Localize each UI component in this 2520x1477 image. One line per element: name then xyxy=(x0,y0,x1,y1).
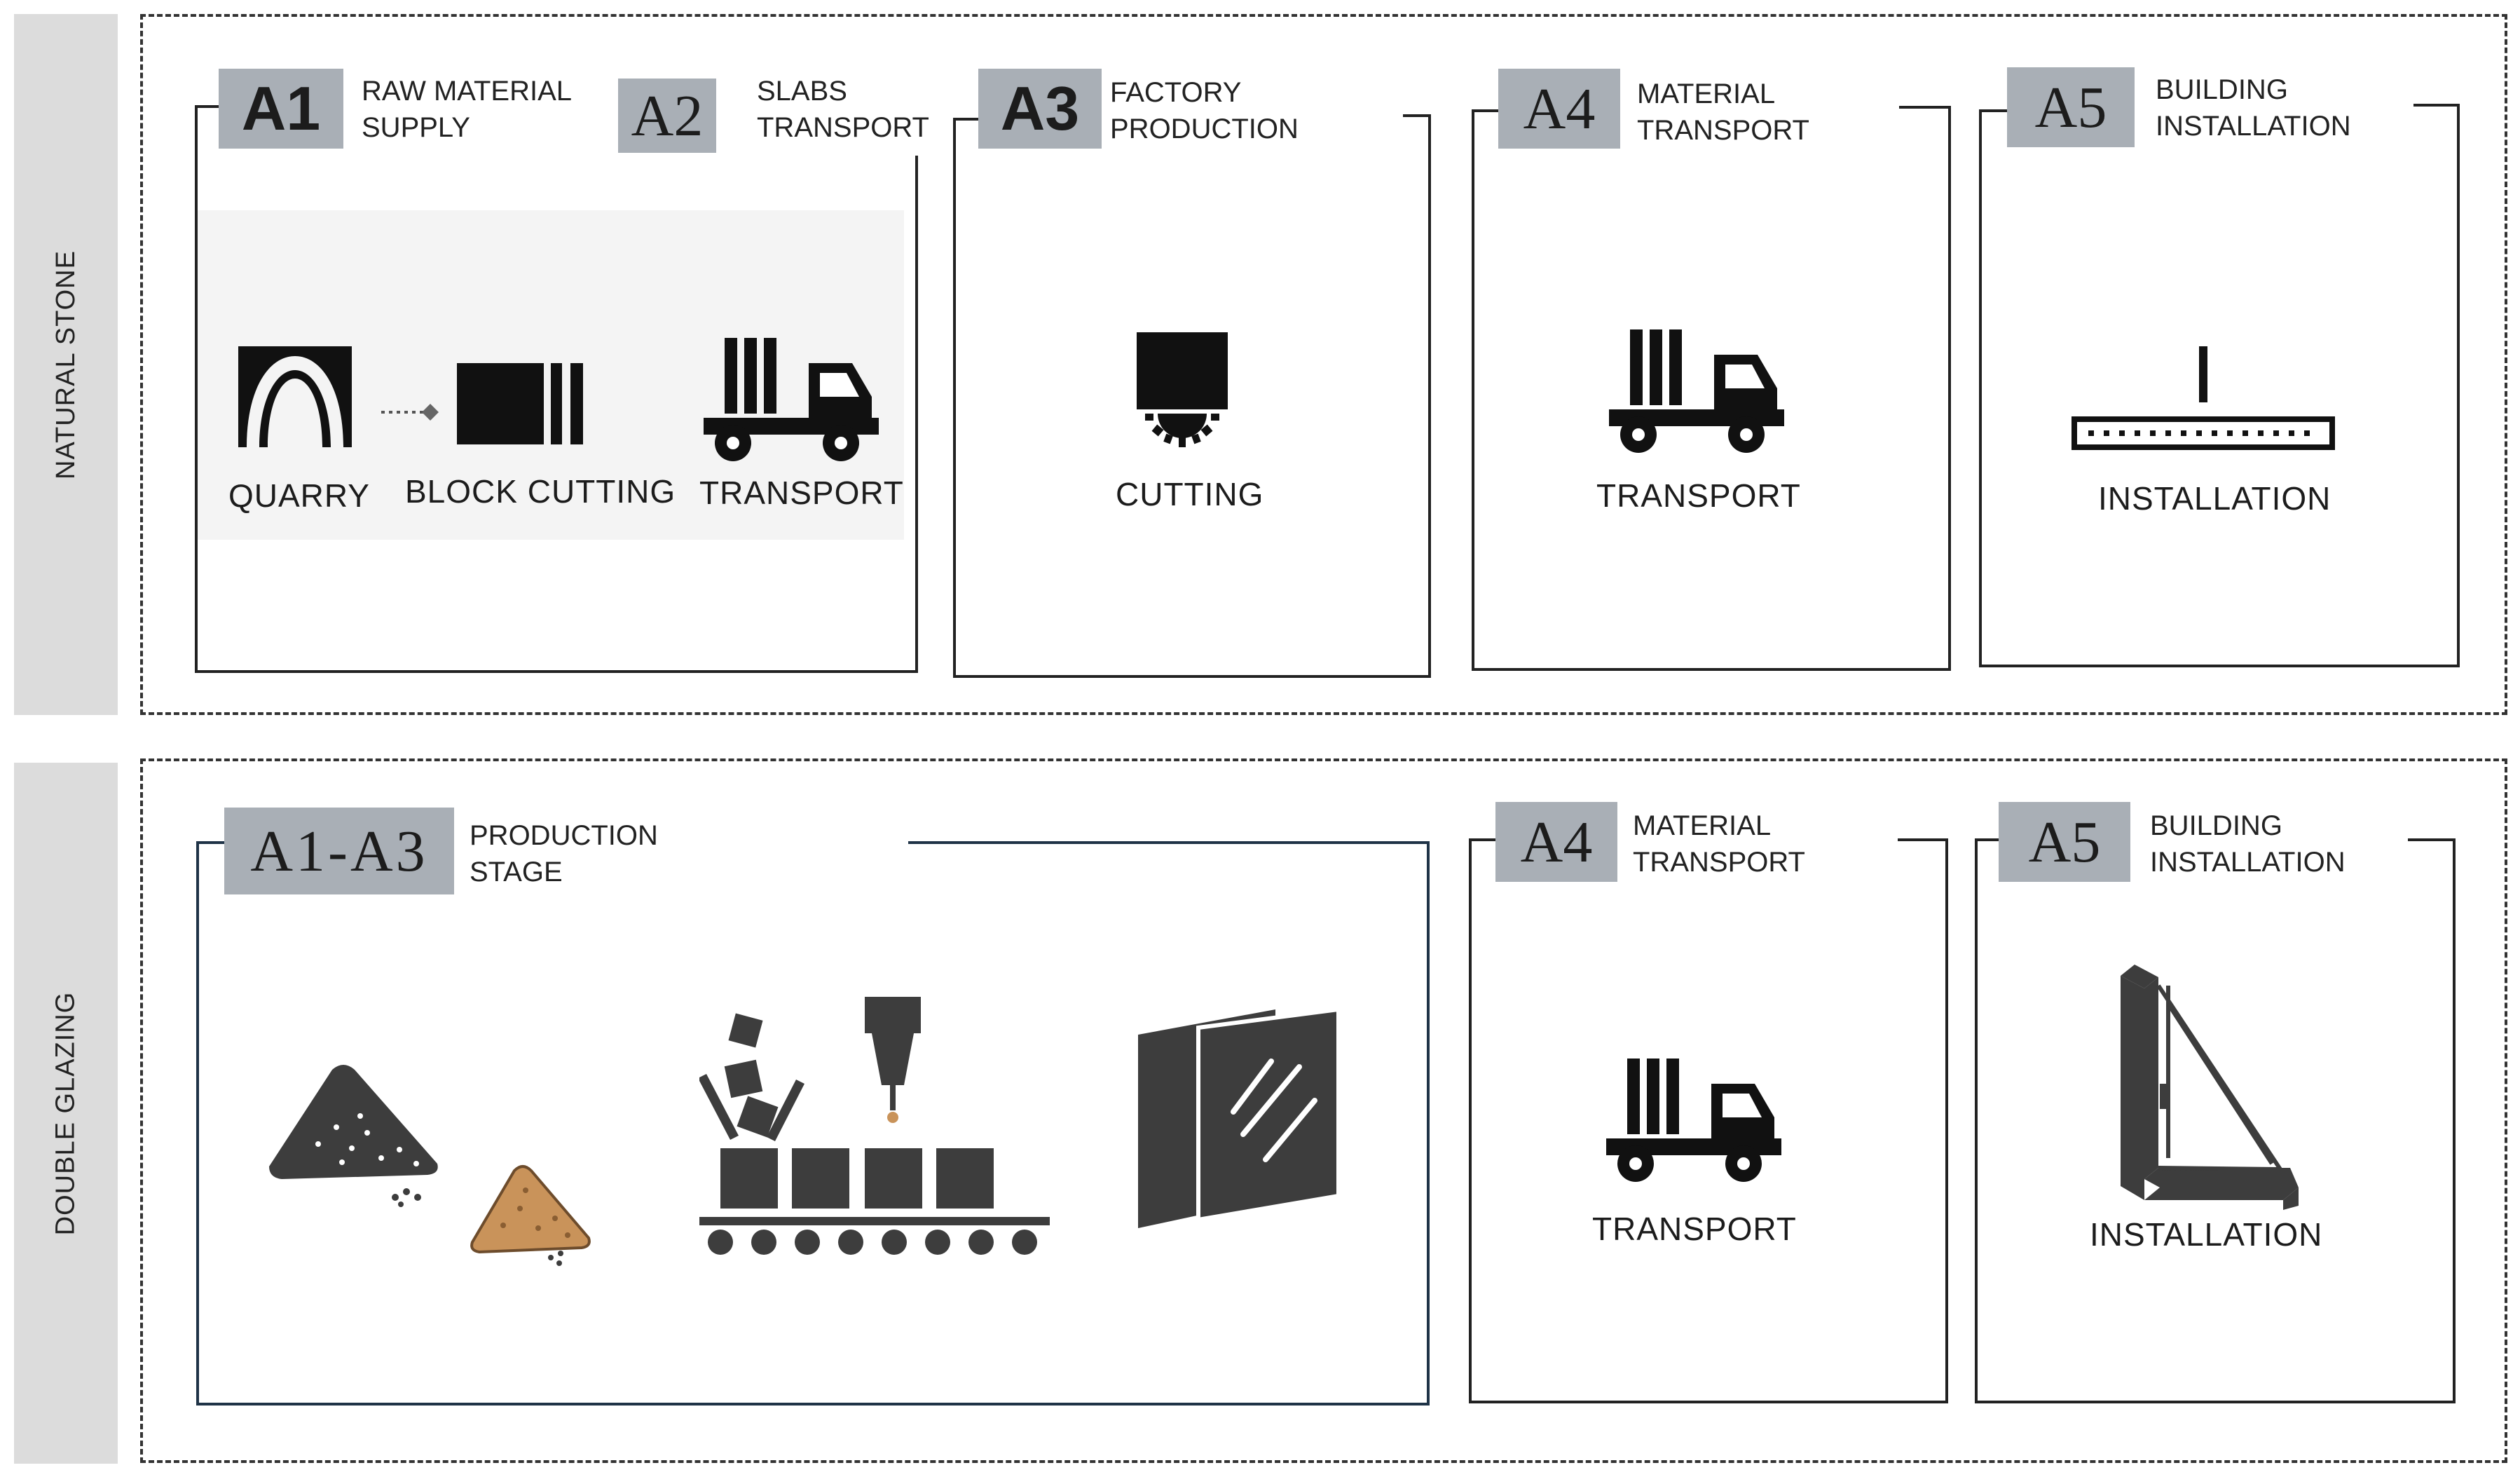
caption-block-cutting: BLOCK CUTTING xyxy=(405,473,676,510)
title-a5-stone: BUILDING INSTALLATION xyxy=(2156,74,2351,142)
caption-installation-stone: INSTALLATION xyxy=(2098,480,2331,517)
truck-icon-a4-glazing xyxy=(1606,1059,1781,1183)
sand-pile-icon xyxy=(269,1060,594,1267)
badge-a4-stone: A4 xyxy=(1498,69,1620,149)
cutting-saw-icon xyxy=(1134,332,1231,449)
conveyor-belt-icon xyxy=(699,995,1050,1256)
badge-a5-stone: A5 xyxy=(2007,67,2135,147)
title-a4-glazing: MATERIAL TRANSPORT xyxy=(1633,810,1805,878)
caption-transport-a4-stone: TRANSPORT xyxy=(1596,477,1801,514)
title-a2: SLABS TRANSPORT xyxy=(757,76,929,143)
truck-icon-a2 xyxy=(704,338,879,463)
title-a5-glazing: BUILDING INSTALLATION xyxy=(2150,810,2346,878)
truck-icon-a4-stone xyxy=(1609,329,1784,454)
quarry-arch-icon xyxy=(238,346,352,447)
installation-level-icon xyxy=(2072,346,2335,453)
badge-a1: A1 xyxy=(219,69,343,149)
title-a1: RAW MATERIAL SUPPLY xyxy=(362,76,573,143)
glass-panes-icon xyxy=(1138,1009,1348,1234)
title-a1-a3: PRODUCTION STAGE xyxy=(470,820,658,887)
caption-transport-a2: TRANSPORT xyxy=(699,475,904,511)
caption-cutting: CUTTING xyxy=(1116,476,1264,512)
badge-a4-glazing: A4 xyxy=(1495,802,1617,882)
dotted-arrow-icon xyxy=(381,401,441,423)
stone-block-icon xyxy=(457,363,587,444)
badge-a3: A3 xyxy=(978,69,1102,149)
caption-transport-glazing: TRANSPORT xyxy=(1592,1211,1797,1247)
row-label-double-glazing: DOUBLE GLAZING xyxy=(50,991,81,1235)
title-a3: FACTORY PRODUCTION xyxy=(1110,77,1299,144)
row-label-natural-stone: NATURAL STONE xyxy=(50,250,81,479)
caption-quarry: QUARRY xyxy=(228,477,370,514)
caption-installation-glazing: INSTALLATION xyxy=(2090,1216,2323,1253)
badge-a5-glazing: A5 xyxy=(1999,802,2130,882)
badge-a2: A2 xyxy=(618,79,716,153)
badge-a1-a3: A1-A3 xyxy=(224,808,454,894)
window-frame-icon xyxy=(2115,965,2304,1210)
title-a4-stone: MATERIAL TRANSPORT xyxy=(1637,79,1809,146)
